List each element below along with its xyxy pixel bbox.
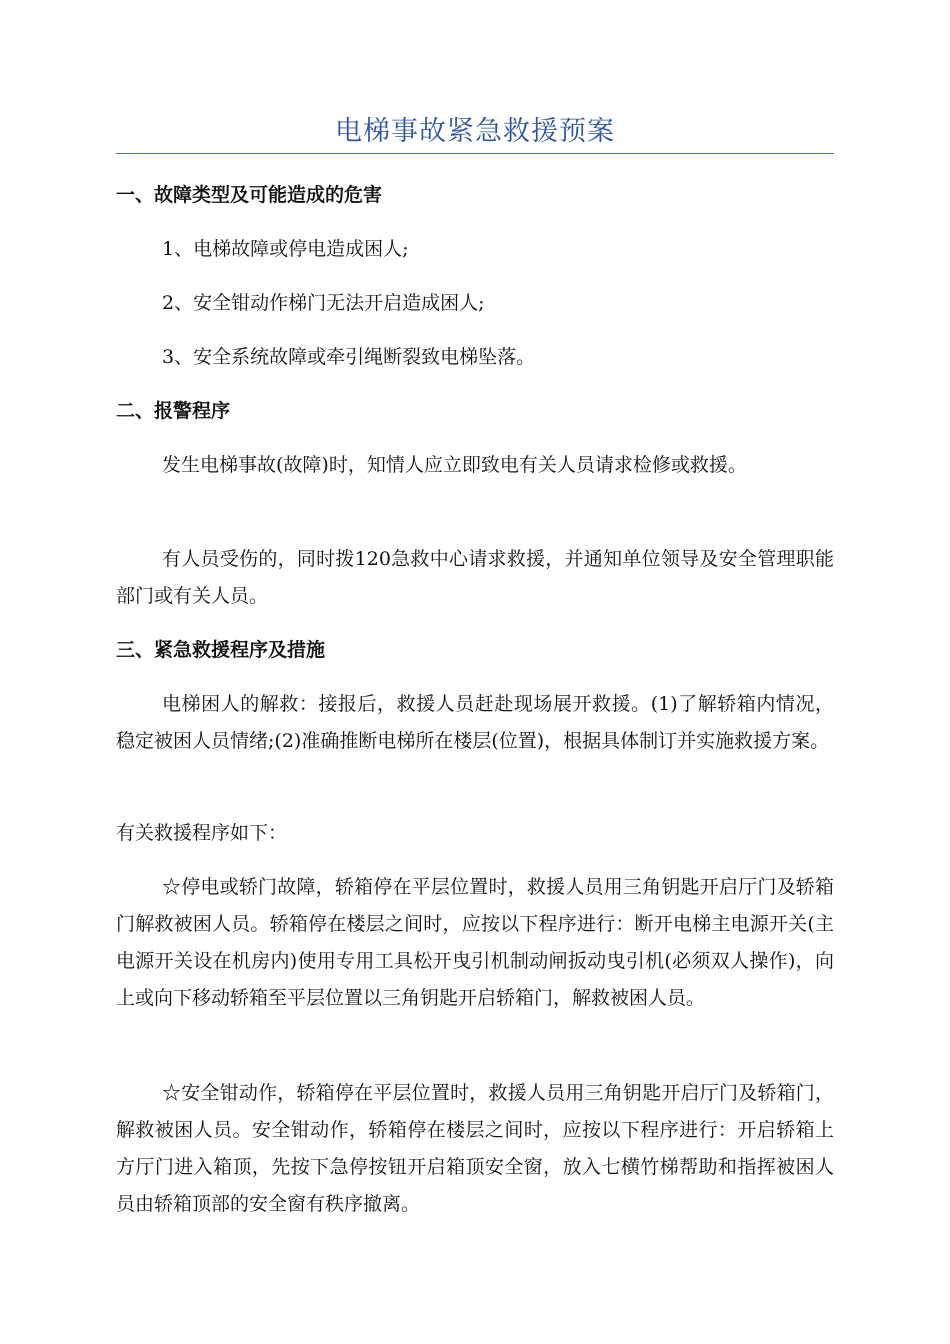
paragraph: 有人员受伤的，同时拨120急救中心请求救援，并通知单位领导及安全管理职能部门或有关人员。 xyxy=(116,548,834,607)
list-item: 1、电梯故障或停电造成困人; xyxy=(162,238,409,260)
paragraph: ☆安全钳动作，轿箱停在平层位置时，救援人员用三角钥匙开启厅门及轿箱门，解救被困人员。安全钳动作，轿箱停在楼层之间时，应按以下程序进行：开启轿箱上方厅门进入箱顶，先按下急停按钮开启箱顶安全窗，放入七横竹梯帮助和指挥被困人员由轿箱顶部的安全窗有秩序撤离。 xyxy=(116,1082,834,1215)
section-2-heading: 二、报警程序 xyxy=(116,400,231,422)
paragraph: 发生电梯事故(故障)时，知情人应立即致电有关人员请求检修或救援。 xyxy=(162,454,747,476)
paragraph: 电梯困人的解救：接报后，救援人员赶赴现场展开救援。(1)了解轿箱内情况，稳定被困人员情绪;(2)准确推断电梯所在楼层(位置)，根据具体制订并实施救援方案。 xyxy=(116,693,834,752)
section-3-heading: 三、紧急救援程序及措施 xyxy=(116,639,326,661)
title-underline xyxy=(116,153,834,154)
list-item: 3、安全系统故障或牵引绳断裂致电梯坠落。 xyxy=(162,346,536,368)
document-title: 电梯事故紧急救援预案 xyxy=(335,116,615,147)
list-item: 2、安全钳动作梯门无法开启造成困人; xyxy=(162,292,485,314)
paragraph: 有关救援程序如下： xyxy=(116,822,288,844)
paragraph: ☆停电或轿门故障，轿箱停在平层位置时，救援人员用三角钥匙开启厅门及轿箱门解救被困人员。轿箱停在楼层之间时，应按以下程序进行：断开电梯主电源开关(主电源开关设在机房内)使用专用工具松开曳引机制动闸扳动曳引机(必须双人操作)，向上或向下移动轿箱至平层位置以三角钥匙开启轿箱门，解救被困人员。 xyxy=(116,876,834,1009)
section-1-heading: 一、故障类型及可能造成的危害 xyxy=(116,184,383,206)
